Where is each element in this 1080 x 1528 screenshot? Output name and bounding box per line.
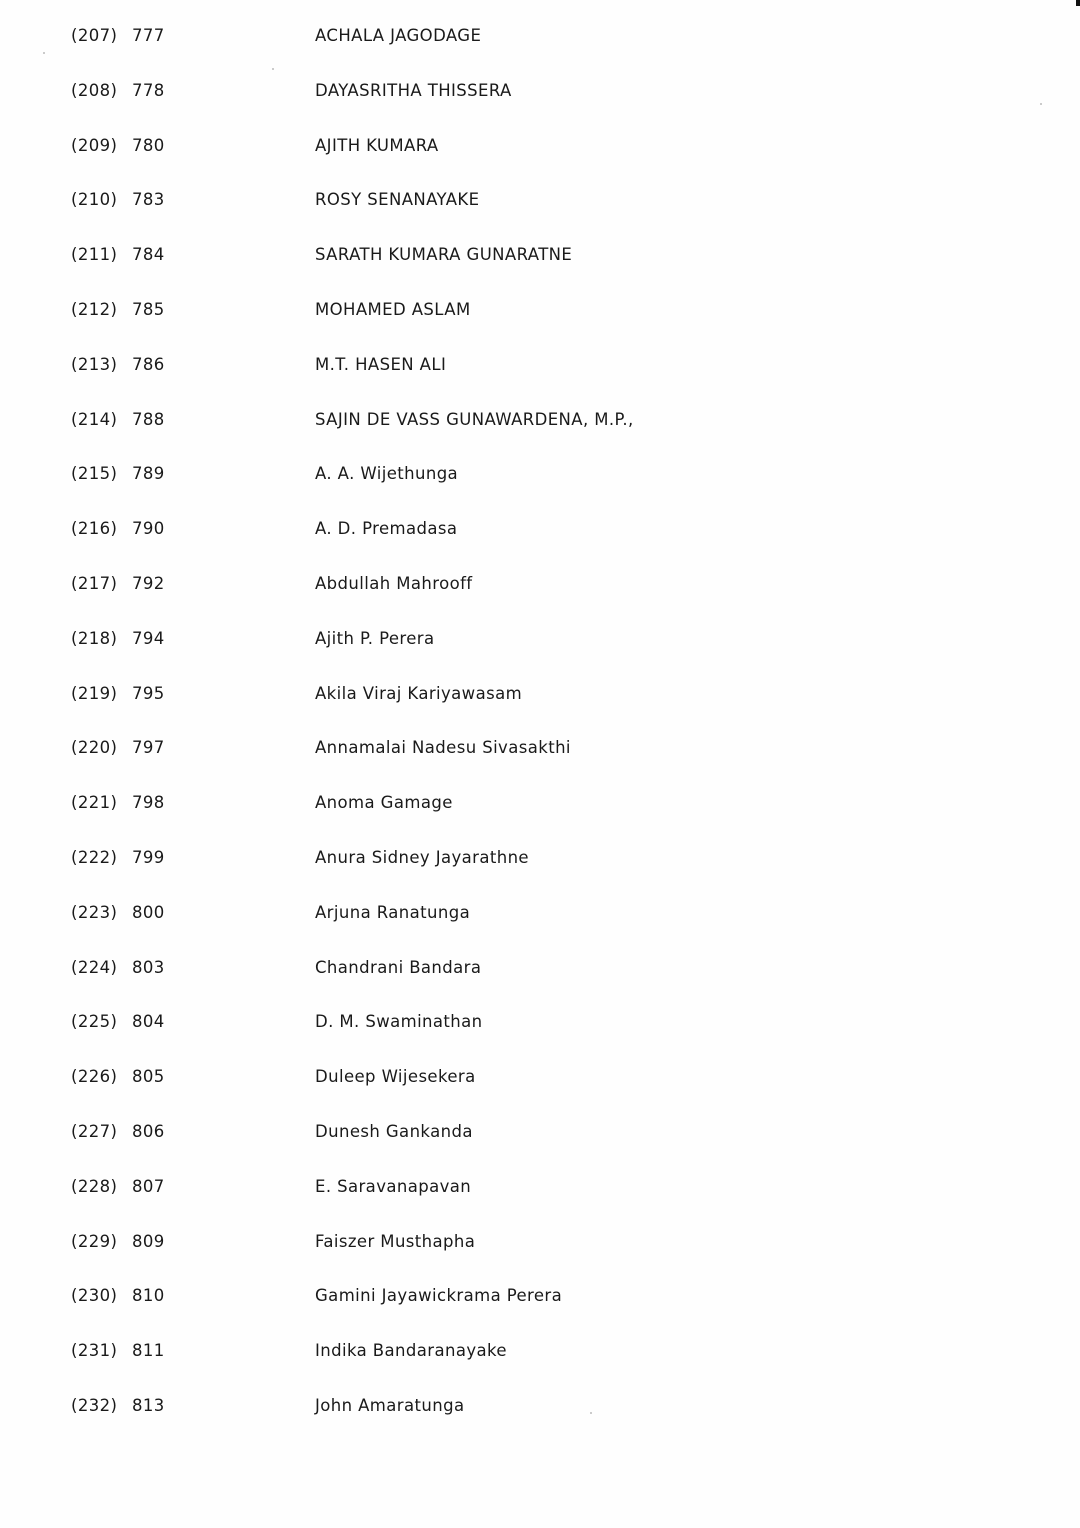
row-index: (228): [71, 1176, 118, 1196]
row-index: (211): [71, 245, 118, 265]
row-number: 780: [132, 135, 165, 155]
row-index: (223): [71, 902, 118, 922]
row-name: DAYASRITHA THISSERA: [315, 80, 512, 100]
row-number: 792: [132, 573, 165, 593]
list-item: [0, 680, 1080, 735]
row-name: Chandrani Bandara: [315, 957, 482, 977]
row-name: M.T. HASEN ALI: [315, 354, 447, 374]
row-name: MOHAMED ASLAM: [315, 299, 471, 319]
list-item: [0, 1173, 1080, 1228]
list-item: [0, 460, 1080, 515]
row-name: AJITH KUMARA: [315, 135, 439, 155]
list-item: [0, 844, 1080, 899]
list-item: [0, 1282, 1080, 1337]
list-item: [0, 296, 1080, 351]
list-item: [0, 734, 1080, 789]
list-item: [0, 1118, 1080, 1173]
row-index: (220): [71, 738, 118, 758]
list-item: [0, 789, 1080, 844]
member-list: [0, 22, 1080, 1447]
row-index: (230): [71, 1286, 118, 1306]
row-name: Dunesh Gankanda: [315, 1121, 473, 1141]
row-number: 785: [132, 299, 165, 319]
row-number: 797: [132, 738, 165, 758]
row-index: (216): [71, 519, 118, 539]
row-index: (218): [71, 628, 118, 648]
row-name: ACHALA JAGODAGE: [315, 26, 482, 45]
row-index: (225): [71, 1012, 118, 1032]
row-number: 807: [132, 1176, 165, 1196]
list-item: [0, 515, 1080, 570]
row-name: ROSY SENANAYAKE: [315, 190, 480, 210]
row-index: (214): [71, 409, 118, 429]
list-item: [0, 1008, 1080, 1063]
row-number: 810: [132, 1286, 165, 1306]
row-name: Abdullah Mahrooff: [315, 573, 473, 593]
row-number: 803: [132, 957, 165, 977]
row-index: (232): [71, 1395, 118, 1415]
list-item: [0, 351, 1080, 406]
row-name: John Amaratunga: [315, 1395, 465, 1415]
row-name: Faiszer Musthapha: [315, 1231, 476, 1251]
row-index: (231): [71, 1341, 118, 1361]
row-number: 786: [132, 354, 165, 374]
row-number: 788: [132, 409, 165, 429]
row-name: Arjuna Ranatunga: [315, 902, 471, 922]
list-item: [0, 22, 1080, 77]
row-name: E. Saravanapavan: [315, 1176, 472, 1196]
row-index: (213): [71, 354, 118, 374]
row-name: Duleep Wijesekera: [315, 1067, 476, 1087]
row-name: A. A. Wijethunga: [315, 464, 459, 484]
row-index: (217): [71, 573, 118, 593]
row-index: (219): [71, 683, 118, 703]
row-name: Akila Viraj Kariyawasam: [315, 683, 523, 703]
row-number: 777: [132, 26, 165, 45]
list-item: [0, 899, 1080, 954]
row-number: 784: [132, 245, 165, 265]
row-index: (210): [71, 190, 118, 210]
row-number: 799: [132, 847, 165, 867]
row-number: 795: [132, 683, 165, 703]
row-name: Indika Bandaranayake: [315, 1341, 507, 1361]
row-number: 800: [132, 902, 165, 922]
row-name: A. D. Premadasa: [315, 519, 458, 539]
list-item: [0, 570, 1080, 625]
row-index: (207): [71, 26, 118, 45]
row-index: (209): [71, 135, 118, 155]
scan-edge-mark: [1076, 0, 1080, 6]
row-number: 804: [132, 1012, 165, 1032]
row-index: (226): [71, 1067, 118, 1087]
row-name: Ajith P. Perera: [315, 628, 435, 648]
row-number: 789: [132, 464, 165, 484]
row-number: 783: [132, 190, 165, 210]
list-item: [0, 1392, 1080, 1447]
row-name: Annamalai Nadesu Sivasakthi: [315, 738, 571, 758]
list-item: [0, 1228, 1080, 1283]
row-index: (215): [71, 464, 118, 484]
list-item: [0, 77, 1080, 132]
list-item: [0, 1063, 1080, 1118]
row-index: (221): [71, 793, 118, 813]
row-name: SAJIN DE VASS GUNAWARDENA, M.P.,: [315, 409, 634, 429]
list-item: [0, 406, 1080, 461]
row-index: (208): [71, 80, 118, 100]
row-index: (222): [71, 847, 118, 867]
row-number: 811: [132, 1341, 165, 1361]
row-index: (212): [71, 299, 118, 319]
row-number: 806: [132, 1121, 165, 1141]
list-item: [0, 625, 1080, 680]
row-number: 794: [132, 628, 165, 648]
list-item: [0, 132, 1080, 187]
row-number: 809: [132, 1231, 165, 1251]
list-item: [0, 1337, 1080, 1392]
row-number: 790: [132, 519, 165, 539]
row-name: SARATH KUMARA GUNARATNE: [315, 245, 573, 265]
list-item: [0, 241, 1080, 296]
row-number: 778: [132, 80, 165, 100]
row-name: D. M. Swaminathan: [315, 1012, 483, 1032]
row-name: Anura Sidney Jayarathne: [315, 847, 529, 867]
row-index: (224): [71, 957, 118, 977]
row-name: Gamini Jayawickrama Perera: [315, 1286, 563, 1306]
row-index: (227): [71, 1121, 118, 1141]
row-number: 805: [132, 1067, 165, 1087]
row-name: Anoma Gamage: [315, 793, 453, 813]
row-number: 798: [132, 793, 165, 813]
row-index: (229): [71, 1231, 118, 1251]
list-item: [0, 954, 1080, 1009]
list-item: [0, 186, 1080, 241]
row-number: 813: [132, 1395, 165, 1415]
